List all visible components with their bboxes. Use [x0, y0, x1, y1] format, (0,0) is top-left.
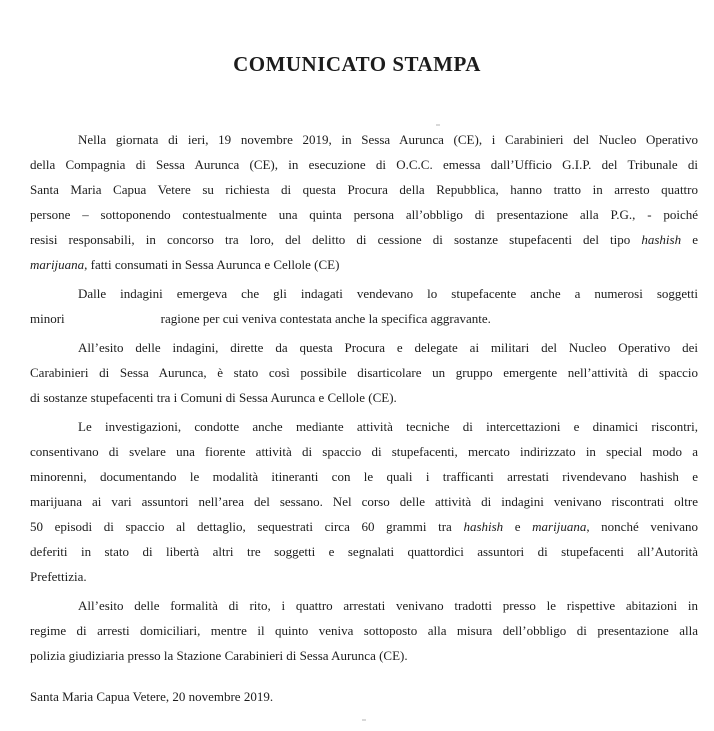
- text-line: [30, 414, 698, 439]
- text-run: Le investigazioni, condotte anche mediante attività tecniche di intercettazioni e dinamici riscontri,: [78, 419, 698, 434]
- text-run: marijuana ai vari assuntori nell’area del sessano. Nel corso delle attività di indagini venivano riscontrati oltre: [30, 494, 698, 509]
- document-title: COMUNICATO STAMPA: [233, 52, 481, 76]
- dateline: Santa Maria Capua Vetere, 20 novembre 2019.: [30, 689, 274, 704]
- text-line: [30, 127, 698, 152]
- text-run: regime di arresti domiciliari, mentre il quinto veniva sottoposto alla misura dell’obbligo di presentazione alla: [30, 623, 698, 638]
- scan-artifact: [362, 719, 366, 721]
- text-line: [30, 281, 698, 306]
- paragraph: [30, 593, 698, 668]
- text-line: [30, 489, 698, 514]
- text-run: e: [681, 232, 698, 247]
- text-line: [30, 177, 698, 202]
- scan-artifact: [436, 124, 440, 126]
- text-run: Dalle indagini emergeva che gli indagati vendevano lo stupefacente anche a numerosi soggetti: [78, 286, 698, 301]
- text-run: Santa Maria Capua Vetere su richiesta di questa Procura della Repubblica, hanno tratto in arresto quattro: [30, 182, 698, 197]
- text-run: consentivano di svelare una fiorente attività di spaccio di stupefacenti, mercato indirizzato in special modo a: [30, 444, 698, 459]
- text-run: , fatti consumati in Sessa Aurunca e Cellole (CE): [84, 257, 340, 272]
- text-line: [30, 464, 698, 489]
- text-line: [30, 252, 698, 277]
- text-line: [30, 643, 698, 668]
- text-run: deferiti in stato di libertà altri tre soggetti e segnalati quattordici assuntori di stupefacenti all’Autorità: [30, 544, 698, 559]
- text-run: 50 episodi di spaccio al dettaglio, sequestrati circa 60 grammi tra: [30, 519, 464, 534]
- text-line: [30, 385, 698, 410]
- text-run: minorenni, documentando le modalità itineranti con le quali i trafficanti arrestati rivendevano hashish e: [30, 469, 698, 484]
- text-line: [30, 564, 698, 589]
- text-run: Nella giornata di ieri, 19 novembre 2019, in Sessa Aurunca (CE), i Carabinieri del Nucleo Operativo: [78, 132, 698, 147]
- paragraph: [30, 281, 698, 331]
- text-line: [30, 306, 698, 331]
- text-run: della Compagnia di Sessa Aurunca (CE), in esecuzione di O.C.C. emessa dall’Ufficio G.I.P. del Tribunale di: [30, 157, 698, 172]
- text-line: [30, 360, 698, 385]
- italic-text-run: hashish: [463, 519, 504, 534]
- italic-text-run: marijuana: [30, 257, 85, 272]
- text-run: polizia giudiziaria presso la Stazione Carabinieri di Sessa Aurunca (CE).: [30, 648, 408, 663]
- text-run: All’esito delle formalità di rito, i quattro arrestati venivano tradotti presso le rispettive abitazioni in: [78, 598, 698, 613]
- text-run: , nonché venivano: [586, 519, 698, 534]
- text-run: minori: [30, 311, 65, 326]
- italic-text-run: marijuana: [532, 519, 587, 534]
- text-run: persone – sottoponendo contestualmente una quinta persona all’obbligo di presentazione alla P.G., - poiché: [30, 207, 698, 222]
- text-line: [30, 593, 698, 618]
- paragraph: [30, 127, 698, 277]
- text-line: [30, 439, 698, 464]
- text-line: [30, 514, 698, 539]
- press-release-body: [30, 127, 698, 668]
- paragraph: [30, 414, 698, 589]
- text-line: [30, 539, 698, 564]
- text-line: [30, 152, 698, 177]
- text-run: Carabinieri di Sessa Aurunca, è stato così possibile disarticolare un gruppo emergente nell’attività di spaccio: [30, 365, 698, 380]
- paragraph: [30, 335, 698, 410]
- text-run: e: [503, 519, 533, 534]
- text-line: [30, 335, 698, 360]
- italic-text-run: hashish: [641, 232, 682, 247]
- text-run: Prefettizia.: [30, 569, 87, 584]
- text-run: resisi responsabili, in concorso tra loro, del delitto di cessione di sostanze stupefacenti del tipo: [30, 232, 642, 247]
- text-line: [30, 618, 698, 643]
- text-run: ragione per cui veniva contestata anche la specifica aggravante.: [160, 311, 491, 326]
- text-run: di sostanze stupefacenti tra i Comuni di Sessa Aurunca e Cellole (CE).: [30, 390, 397, 405]
- text-line: [30, 202, 698, 227]
- text-line: [30, 227, 698, 252]
- text-run: All’esito delle indagini, dirette da questa Procura e delegate ai militari del Nucleo Operativo dei: [78, 340, 698, 355]
